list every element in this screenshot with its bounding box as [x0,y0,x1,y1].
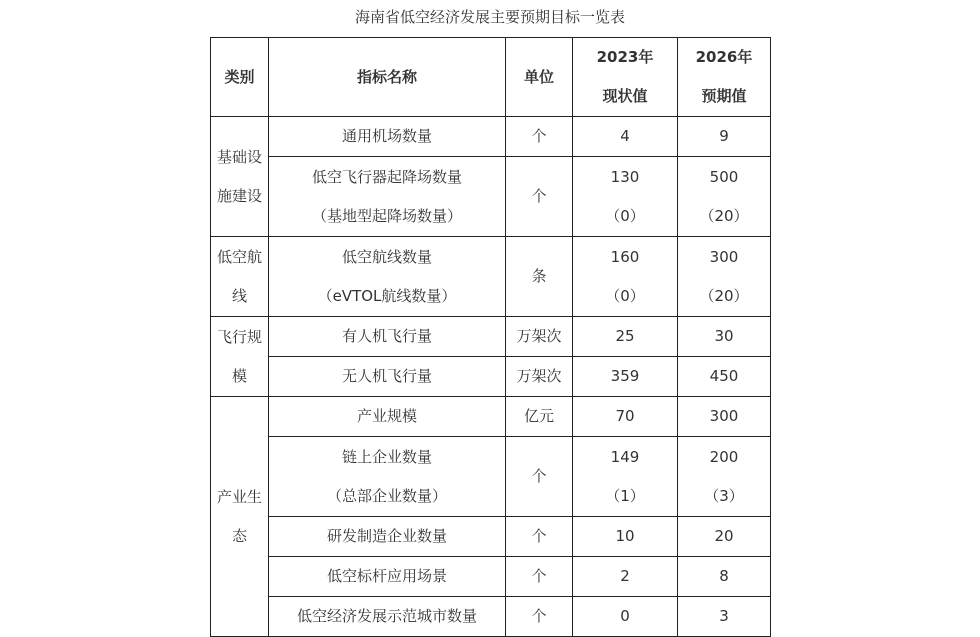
value-2026-line: 300 [709,247,739,266]
table-row [211,597,771,637]
value-2023-line: 149 [610,447,640,466]
value-2023-line: 0 [620,607,630,625]
indicator-name-line: 无人机飞行量 [341,367,432,385]
indicator-name-line: 低空标杆应用场景 [326,567,447,585]
value-2023-cell [573,437,678,517]
indicator-name-line: 低空航线数量 [341,247,432,266]
value-2023-line: （0） [605,286,645,305]
indicator-name-line: 链上企业数量 [341,447,432,466]
indicator-name-line: 研发制造企业数量 [326,527,447,545]
category-label-line: 线 [231,286,247,305]
header-2023-year: 2023年 [596,48,654,66]
value-2026-line: （20） [699,206,749,225]
value-2026-cell [678,317,771,357]
table-row [211,437,771,517]
table-header [211,38,771,117]
unit-cell: 个 [506,437,573,517]
value-2026-line: 9 [719,127,729,145]
indicator-name-line: 有人机飞行量 [341,327,432,345]
value-2023-cell [573,357,678,397]
value-2023-cell [573,397,678,437]
value-2026-cell [678,437,771,517]
indicator-name-cell [269,397,506,437]
indicator-name-cell [269,237,506,317]
header-2023 [573,38,678,117]
table-row [211,157,771,237]
unit-cell: 万架次 [506,317,573,357]
value-2023-cell [573,517,678,557]
indicator-name-line: 通用机场数量 [341,127,432,145]
category-label-line: 施建设 [216,186,262,205]
indicator-name-cell [269,357,506,397]
category-label-line: 态 [231,526,247,545]
indicator-name-line: （eVTOL航线数量） [317,286,457,305]
unit-cell: 个 [506,557,573,597]
value-2023-line: （0） [605,206,645,225]
category-label-line: 产业生 [216,487,262,506]
value-2023-cell [573,317,678,357]
table-body [211,117,771,637]
indicator-name-cell [269,117,506,157]
value-2026-line: 8 [719,567,729,585]
category-cell [211,117,269,237]
unit-cell: 个 [506,117,573,157]
category-cell [211,397,269,637]
indicator-name-line: 低空经济发展示范城市数量 [296,607,477,625]
category-cell [211,317,269,397]
value-2023-line: 160 [610,247,640,266]
header-unit: 单位 [506,38,573,117]
indicator-name-line: （总部企业数量） [326,486,447,505]
value-2023-cell [573,557,678,597]
value-2026-cell [678,517,771,557]
value-2023-cell [573,157,678,237]
table-row [211,117,771,157]
category-label-line: 模 [231,366,247,385]
value-2023-line: 70 [615,407,635,425]
value-2026-line: 450 [709,367,739,385]
value-2023-line: 10 [615,527,635,545]
category-label-line: 基础设 [216,147,262,166]
category-label-line: 低空航 [216,247,262,266]
value-2023-cell [573,237,678,317]
value-2023-cell [573,117,678,157]
value-2026-cell [678,397,771,437]
value-2023-line: 2 [620,567,630,585]
indicator-name-cell [269,437,506,517]
category-cell [211,237,269,317]
indicator-name-line: 产业规模 [356,407,417,425]
header-2026-label: 预期值 [701,87,747,105]
indicator-name-line: （基地型起降场数量） [311,206,462,225]
header-2023-label: 现状值 [602,87,648,105]
header-2026 [678,38,771,117]
table-row [211,397,771,437]
value-2023-line: 25 [615,327,635,345]
unit-cell: 万架次 [506,357,573,397]
indicator-name-cell [269,597,506,637]
value-2026-cell [678,557,771,597]
value-2026-line: 20 [714,527,734,545]
value-2023-line: 130 [610,167,640,186]
value-2026-cell [678,357,771,397]
header-category: 类别 [211,38,269,117]
header-indicator: 指标名称 [269,38,506,117]
unit-cell: 个 [506,597,573,637]
indicator-name-cell [269,557,506,597]
indicator-name-cell [269,517,506,557]
table-row [211,557,771,597]
table-row [211,317,771,357]
value-2023-line: （1） [605,486,645,505]
unit-cell: 条 [506,237,573,317]
value-2026-cell [678,597,771,637]
unit-cell: 个 [506,517,573,557]
table-row [211,237,771,317]
indicator-name-line: 低空飞行器起降场数量 [311,167,462,186]
header-row [211,38,771,117]
table-row [211,357,771,397]
value-2026-cell [678,237,771,317]
value-2026-line: （20） [699,286,749,305]
category-label-line: 飞行规 [216,327,262,346]
value-2023-line: 359 [610,367,640,385]
value-2026-line: 500 [709,167,739,186]
table-row [211,517,771,557]
value-2026-line: 200 [709,447,739,466]
value-2023-line: 4 [620,127,630,145]
unit-cell: 亿元 [506,397,573,437]
value-2026-line: （3） [704,486,744,505]
indicator-name-cell [269,317,506,357]
targets-table [210,37,771,637]
header-2026-year: 2026年 [695,48,753,66]
value-2026-cell [678,117,771,157]
value-2023-cell [573,597,678,637]
table-title: 海南省低空经济发展主要预期目标一览表 [354,8,625,26]
value-2026-cell [678,157,771,237]
value-2026-line: 3 [719,607,729,625]
indicator-name-cell [269,157,506,237]
value-2026-line: 300 [709,407,739,425]
unit-cell: 个 [506,157,573,237]
value-2026-line: 30 [714,327,734,345]
